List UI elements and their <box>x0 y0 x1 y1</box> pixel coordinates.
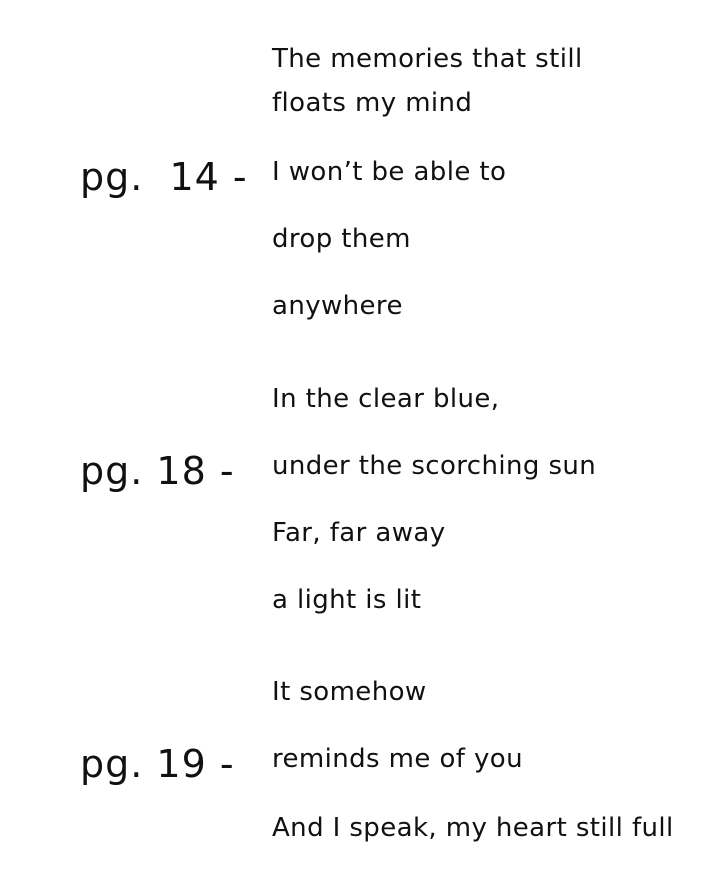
lyric-line: Far, far away <box>272 518 446 548</box>
page-label-14: pg. 14 - <box>80 155 248 199</box>
lyric-line: In the clear blue, <box>272 384 500 414</box>
lyric-line: floats my mind <box>272 88 473 118</box>
lyric-line: And I speak, my heart still full <box>272 813 674 843</box>
lyric-line: reminds me of you <box>272 744 523 774</box>
page-label-18: pg. 18 - <box>80 449 235 493</box>
lyric-line: a light is lit <box>272 585 422 615</box>
lyric-line: anywhere <box>272 291 403 321</box>
lyric-line: I won’t be able to <box>272 157 507 187</box>
lyric-line: drop them <box>272 224 411 254</box>
lyric-line: The memories that still <box>272 44 583 74</box>
lyric-line: It somehow <box>272 677 427 707</box>
lyric-line: under the scorching sun <box>272 451 597 481</box>
page-label-19: pg. 19 - <box>80 742 235 786</box>
